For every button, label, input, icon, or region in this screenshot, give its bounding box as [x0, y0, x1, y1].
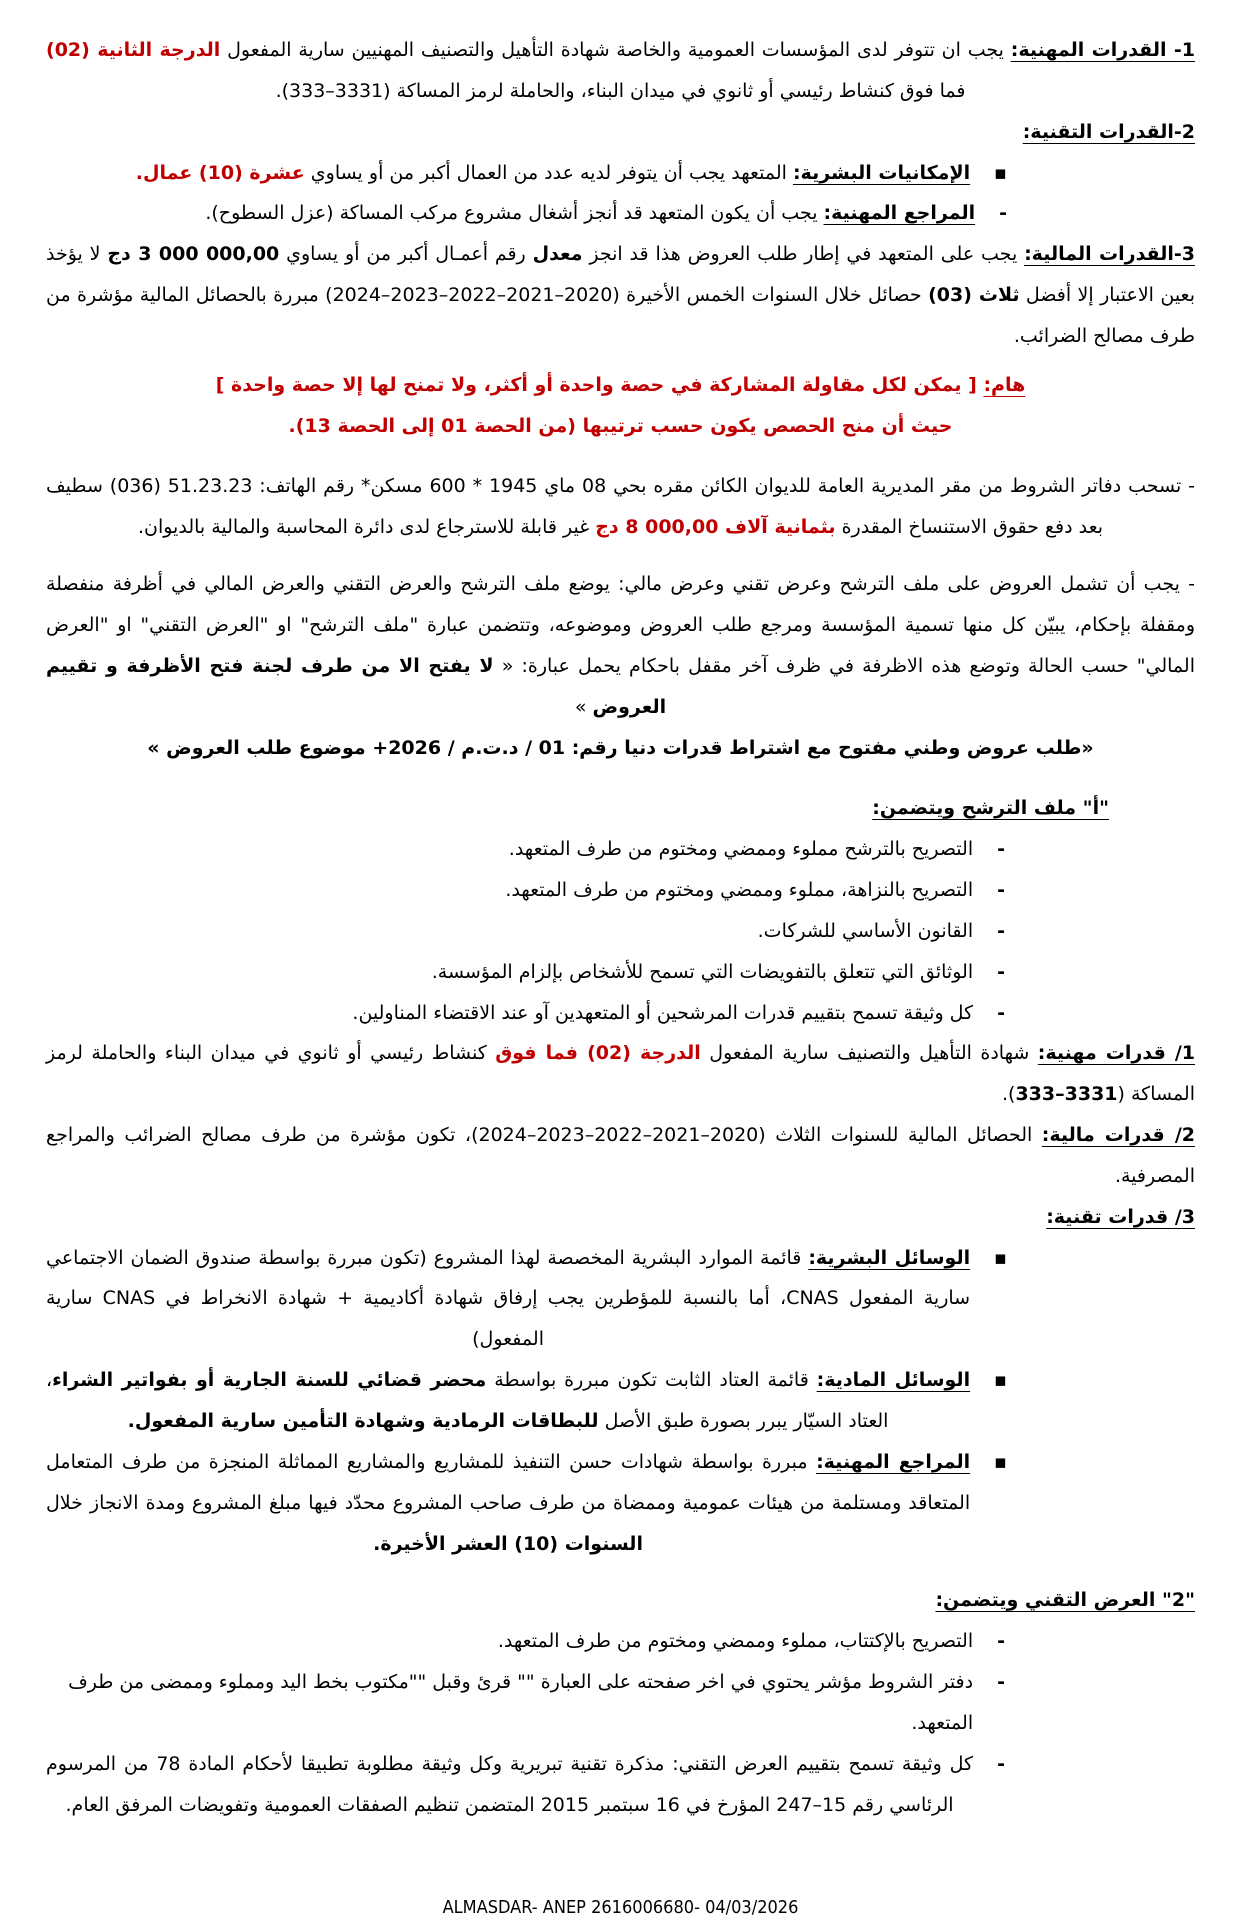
bullet-material-means-text — [46, 1360, 970, 1442]
technical-offer-heading-label: "2" العرض التقني ويتضمن: — [935, 1589, 1195, 1612]
paragraph-financial-qualifications — [46, 1115, 1195, 1197]
dash-bullet-icon: - — [997, 879, 1005, 902]
dash-bullet-icon: - — [997, 960, 1005, 983]
candidacy-item-text: التصريح بالنزاهة، مملوء وممضي ومختوم من طرف المتعهد. — [505, 879, 974, 902]
material-means-text-1: قائمة العتاد الثابت تكون مبررة بواسطة — [486, 1369, 817, 1392]
technical-capacities-heading-label: 2-القدرات التقنية: — [1022, 120, 1195, 143]
square-bullet-icon: ▪ — [994, 161, 1007, 184]
square-bullet-icon: ▪ — [994, 1246, 1007, 1269]
human-means-label: الوسائل البشرية: — [808, 1246, 971, 1269]
dash-bullet-icon: - — [999, 202, 1007, 225]
paragraph-financial-capacities — [46, 234, 1195, 357]
important-text: [ يمكن لكل مقاولة المشاركة في حصة واحدة أو أكثر، ولا تمنح لها إلا حصة واحدة ] — [215, 373, 984, 396]
square-bullet-icon: ▪ — [994, 1450, 1007, 1473]
bullet-human-resources — [46, 153, 1007, 194]
bullet-material-means — [46, 1360, 1007, 1442]
dash-bullet-icon: - — [997, 919, 1005, 942]
dash-bullet-icon: - — [997, 1001, 1005, 1024]
important-label: هام: — [983, 373, 1026, 396]
candidacy-item-text: القانون الأساسي للشركات. — [757, 919, 974, 942]
professional-capacities-label: 1- القدرات المهنية: — [1010, 39, 1195, 61]
professional-qualifications-text-1: شهادة التأهيل والتصنيف سارية المفعول — [700, 1042, 1038, 1065]
degree-two-highlight: الدرجة الثانية (02) — [46, 39, 221, 61]
human-resources-label: الإمكانيات البشرية: — [792, 161, 971, 184]
professional-references-label: المراجع المهنية: — [823, 202, 976, 225]
list-item — [46, 993, 1005, 1034]
candidacy-file-heading-label: "أ" ملف الترشح ويتضمن: — [872, 797, 1109, 820]
important-note-line-2 — [46, 406, 1195, 447]
list-item — [46, 829, 1005, 870]
technical-offer-item-text: دفتر الشروط مؤشر يحتوي في اخر صفحته على العبارة "" قرئ وقبل ""مكتوب بخط اليد ومملوء وممضى من طرف المتعهد. — [68, 1671, 974, 1734]
professional-references-text: يجب أن يكون المتعهد قد أنجز أشغال مشروع مركب المساكة (عزل السطوح). — [205, 202, 824, 225]
human-resources-text: المتعهد يجب أن يتوفر لديه عدد من العمال أكبر من أو يساوي — [304, 161, 793, 184]
technical-offer-item-text: التصريح بالإكتتاب، مملوء وممضي ومختوم من طرف المتعهد. — [497, 1630, 974, 1653]
dash-bullet-icon: - — [997, 838, 1005, 861]
dash-bullet-icon: - — [997, 1671, 1005, 1694]
professional-capacities-text-1: يجب ان تتوفر لدى المؤسسات العمومية والخاصة شهادة التأهيل والتصنيف المهنيين سارية المفعول — [220, 39, 1011, 61]
material-means-label: الوسائل المادية: — [816, 1369, 971, 1392]
material-means-text-2: ، العتاد السيّار يبرر بصورة طبق الأصل — [46, 1369, 889, 1432]
list-item — [46, 1744, 1005, 1826]
financial-qualifications-text: الحصائل المالية للسنوات الثلاث (2020–2021–2022–2023–2024)، تكون مؤشرة من طرف مصالح الضرائب والمراجع المصرفية. — [46, 1124, 1195, 1187]
square-bullet-icon: ▪ — [994, 1369, 1007, 1392]
list-item — [46, 952, 1005, 993]
ten-years-bold: السنوات (10) العشر الأخيرة. — [373, 1532, 643, 1555]
technical-offer-heading — [46, 1580, 1195, 1621]
turnover-amount: 3 000 000,00 دج — [107, 243, 280, 266]
bullet-tech-references-text — [46, 1442, 970, 1565]
financial-capacities-text-4: حصائل خلال السنوات الخمس الأخيرة (2020–2021–2022–2023–2024) مبررة بالحصائل المالية مؤشرة من طرف مصالح الضرائب. — [46, 284, 1195, 347]
tech-references-text: مبررة بواسطة شهادات حسن التنفيذ للمشاريع والمشاريع المماثلة المنجزة من طرف المتعامل المتعاقد ومستلمة من هيئات عمومية وممضاة من طرف صاحب المشروع محدّد فيها مبلغ المشروع ومدة الانجاز خلال — [46, 1450, 971, 1514]
do-not-open-phrase: لا يفتح الا من طرف لجنة فتح الأظرفة و تقييم العروض — [46, 654, 667, 718]
activity-code-bold: 3331–333 — [1015, 1083, 1118, 1106]
candidacy-item-text: التصريح بالترشح مملوء وممضي ومختوم من طرف المتعهد. — [508, 838, 974, 861]
lots-order-text: حيث أن منح الحصص يكون حسب ترتيبها (من الحصة 01 إلى الحصة 13). — [288, 414, 953, 437]
degree-and-above-highlight: الدرجة (02) فما فوق — [495, 1042, 701, 1065]
withdraw-text-1: - تسحب دفاتر الشروط من مقر المديرية العامة للديوان الكائن مقره بحي 08 ماي 1945 * 600 مسكن* رقم الهاتف: 51.23.23 (036) سطيف بعد دفع حقوق الاستنساخ المقدرة — [46, 475, 1195, 539]
paragraph-withdraw-specifications — [46, 466, 1195, 548]
technical-capacities-heading — [46, 112, 1195, 153]
list-item — [46, 870, 1005, 911]
list-item — [46, 1662, 1005, 1744]
technical-qualifications-heading — [46, 1197, 1195, 1238]
tender-reference-text: «طلب عروض وطني مفتوح مع اشتراط قدرات دنيا رقم: 01 / د.ت.م / 2026+ موضوع طلب العروض » — [147, 736, 1094, 759]
important-note-line-1 — [46, 365, 1195, 406]
financial-capacities-text-1: يجب على المتعهد في إطار طلب العروض هذا قد انجز — [582, 243, 1025, 266]
paragraph-professional-capacities — [46, 30, 1195, 112]
list-item — [46, 1621, 1005, 1662]
bullet-human-resources-text — [46, 153, 970, 194]
bullet-human-means — [46, 1238, 1007, 1361]
financial-qualifications-label: 2/ قدرات مالية: — [1041, 1124, 1195, 1147]
fee-amount-highlight: بثمانية آلاف 8 000,00 دج — [595, 516, 836, 539]
bullet-tech-references — [46, 1442, 1007, 1565]
professional-capacities-text-2: فما فوق كنشاط رئيسي أو ثانوي في ميدان البناء، والحاملة لرمز المساكة (3331–333). — [275, 79, 966, 102]
publication-footer: ALMASDAR- ANEP 2616006680- 04/03/2026 — [442, 1897, 799, 1919]
paragraph-envelopes — [46, 564, 1195, 727]
candidacy-item-text: الوثائق التي تتعلق بالتفويضات التي تسمح للأشخاص بإلزام المؤسسة. — [431, 960, 974, 983]
financial-capacities-text-2: رقم أعمـال أكبر من أو يساوي — [279, 243, 533, 266]
three-balance-sheets-bold: ثلاث (03) — [928, 284, 1020, 307]
professional-qualifications-text-2: كنشاط رئيسي أو ثانوي في ميدان البناء والحاملة لرمز المساكة ( — [46, 1042, 1195, 1106]
professional-qualifications-label: 1/ قدرات مهنية: — [1037, 1042, 1196, 1065]
list-item — [46, 911, 1005, 952]
bullet-human-means-text — [46, 1238, 970, 1361]
bailiff-report-bold: محضر قضائي للسنة الجارية أو بفواتير الشراء — [52, 1369, 487, 1392]
tender-reference-line — [46, 728, 1195, 769]
financial-capacities-label: 3-القدرات المالية: — [1024, 243, 1195, 266]
tech-references-label: المراجع المهنية: — [816, 1450, 971, 1473]
dash-bullet-icon: - — [997, 1752, 1005, 1775]
bullet-professional-references-text — [46, 193, 975, 234]
technical-qualifications-heading-label: 3/ قدرات تقنية: — [1046, 1205, 1195, 1228]
professional-qualifications-text-3: ). — [1002, 1083, 1016, 1106]
human-means-text: قائمة الموارد البشرية المخصصة لهذا المشروع (تكون مبررة بواسطة صندوق الضمان الاجتماعي سارية المفعول CNAS، أما بالنسبة للمؤطرين يجب إرفاق شهادة أكاديمية + شهادة الانخراط في CNAS سارية المفعول) — [46, 1246, 971, 1351]
envelopes-text-2: » — [574, 695, 593, 718]
technical-offer-item-text: كل وثيقة تسمح بتقييم العرض التقني: مذكرة تقنية تبريرية وكل وثيقة مطلوبة تطبيقا لأحكام المادة 78 من المرسوم الرئاسي رقم 15–247 المؤرخ في 16 سبتمبر 2015 المتضمن تنظيم الصفقات العمومية وتفويضات المرفق العام. — [46, 1752, 974, 1816]
financial-capacities-text-3: لا يؤخذ بعين الاعتبار إلا أفضل — [46, 243, 1196, 307]
bullet-professional-references — [46, 193, 1007, 234]
average-bold: معدل — [532, 243, 583, 266]
ten-workers-highlight: عشرة (10) عمال. — [135, 161, 305, 184]
candidacy-file-heading — [46, 788, 1109, 829]
paragraph-professional-qualifications — [46, 1033, 1195, 1115]
withdraw-text-2: غير قابلة للاسترجاع لدى دائرة المحاسبة والمالية بالديوان. — [137, 516, 596, 539]
gray-cards-bold: للبطاقات الرمادية وشهادة التأمين سارية المفعول. — [127, 1410, 599, 1432]
candidacy-item-text: كل وثيقة تسمح بتقييم قدرات المرشحين أو المتعهدين آو عند الاقتضاء المناولين. — [352, 1001, 974, 1024]
dash-bullet-icon: - — [997, 1630, 1005, 1653]
envelopes-text-1: - يجب أن تشمل العروض على ملف الترشح وعرض تقني وعرض مالي: يوضع ملف الترشح والعرض التقني والعرض المالي في أظرفة منفصلة ومقفلة بإحكام، يبيّن كل منها تسمية المؤسسة ومرجع طلب العروض وموضوعه، وتتضمن عبارة "ملف الترشح" او "العرض التقني" او "العرض المالي" حسب الحالة وتوضع هذه الاظرفة في ظرف آخر مقفل باحكام يحمل عبارة: « — [46, 573, 1195, 677]
